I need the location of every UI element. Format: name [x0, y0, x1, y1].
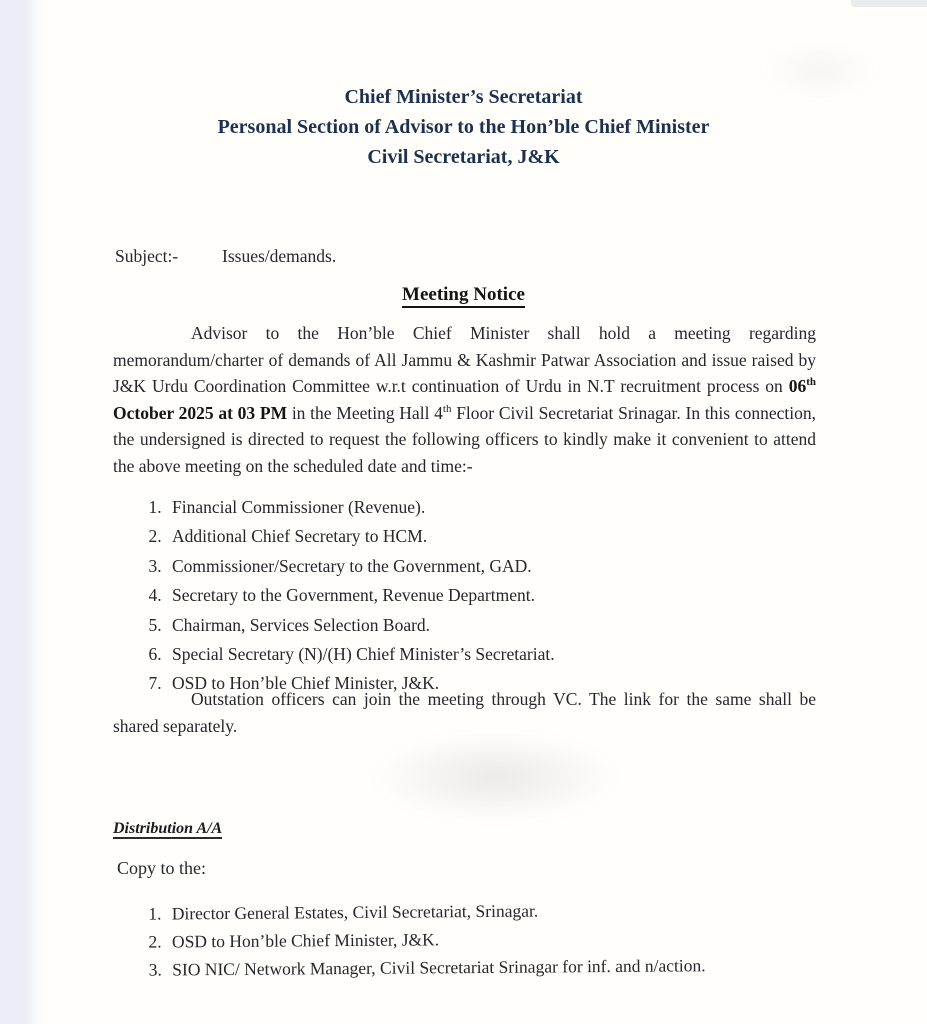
list-item: 5. Chairman, Services Selection Board. — [166, 611, 786, 640]
distribution-heading: Distribution A/A — [113, 820, 223, 837]
list-item: 7. OSD to Hon’ble Chief Minister, J&K. — [166, 669, 786, 698]
subject-label: Subject:- — [115, 246, 179, 266]
meeting-date-time: October 2025 at 03 PM — [113, 402, 288, 423]
list-item: 3. SIO NIC/ Network Manager, Civil Secretariat Srinagar for inf. and n/action. — [166, 951, 826, 984]
copy-to-list — [140, 895, 827, 984]
para1-text: Advisor to the Hon’ble Chief Minister shall hold a meeting regarding memorandum/charter of demands of All Jammu & Kashmir Patwar Association and issue raised by J&K Urdu Coordination Committee w.r.t continuation of Urdu in N.T recruitment process on — [113, 323, 816, 397]
letterhead-location: Civil Secretariat, J&K — [367, 146, 560, 168]
list-item: 1. Director General Estates, Civil Secretariat, Srinagar. — [166, 895, 826, 928]
date-ordinal-suffix: th — [806, 376, 816, 389]
letterhead-section: Personal Section of Advisor to the Hon’ble Chief Minister — [217, 116, 710, 138]
floor-ordinal-suffix: th — [442, 402, 452, 415]
para1-text: Floor Civil Secretariat Srinagar. In this connection, the undersigned is directed to request the following officers to kindly make it convenient to attend the above meeting on the scheduled date and time:- — [113, 402, 816, 476]
list-item: 3. Commissioner/Secretary to the Government, GAD. — [166, 552, 786, 581]
notice-title: Meeting Notice — [0, 284, 927, 306]
meeting-date: 06 — [788, 376, 807, 397]
letterhead-org: Chief Minister’s Secretariat — [344, 86, 583, 108]
body-paragraph-2: Outstation officers can join the meeting through VC. The link for the same shall be shared separately. — [113, 689, 816, 736]
list-item: 2. OSD to Hon’ble Chief Minister, J&K. — [166, 923, 826, 956]
list-item: 2. Additional Chief Secretary to HCM. — [166, 522, 786, 551]
para1-text: in the Meeting Hall 4 — [287, 402, 443, 423]
body-paragraph-1 — [113, 320, 816, 480]
subject-value: Issues/demands. — [222, 246, 337, 266]
letterhead — [0, 82, 927, 172]
subject-line — [115, 246, 336, 267]
copy-to-label: Copy to the: — [117, 858, 206, 878]
list-item: 6. Special Secretary (N)/(H) Chief Minister’s Secretariat. — [166, 640, 786, 669]
list-item: 4. Secretary to the Government, Revenue Department. — [166, 581, 786, 610]
officers-list — [140, 493, 786, 699]
list-item: 1. Financial Commissioner (Revenue). — [166, 493, 786, 522]
